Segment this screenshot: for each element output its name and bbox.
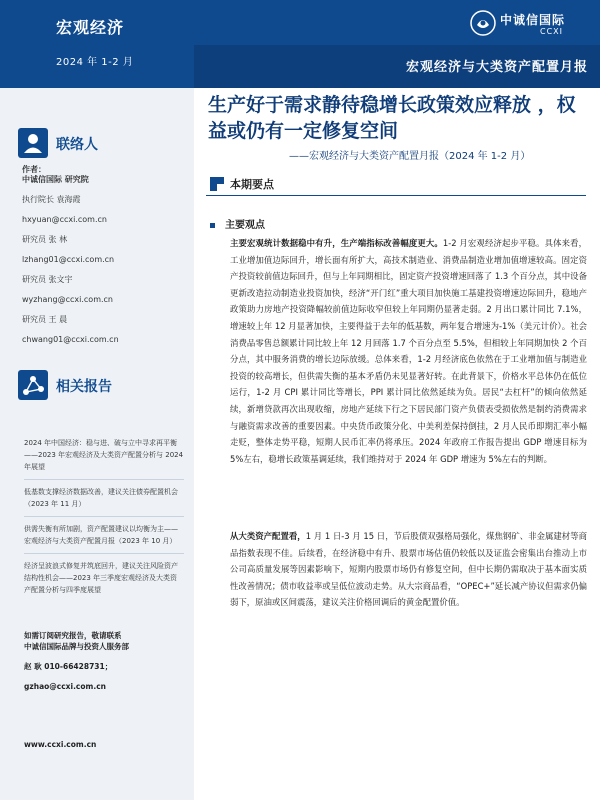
contact-email[interactable]: lzhang01@ccxi.com.cn — [22, 255, 115, 264]
authors-label: 作者： — [22, 165, 46, 174]
report-subtitle: ——宏观经济与大类资产配置月报（2024 年 1-2 月） — [289, 151, 531, 162]
contact-person-icon — [18, 128, 48, 158]
related-section-header — [18, 370, 178, 400]
section-marker-icon — [210, 177, 224, 191]
company-logo — [470, 8, 592, 40]
paragraph-body: 1-2 月宏观经济起步平稳。具体来看，工业增加值边际回升，增长面有所扩大，高技术制造业、消费品制造业增加值增速较高。固定资产投资较前值边际回升，但与上年同期相比，固定资产投资增速回落了 1.3 个百分点，其中设备更新改造拉动制造业投资加快，经济“开门红”重大项目加快施工基建投资增速边际回升，稳地产政策助力房地产投资降幅较前值边际收窄但较上年同期仍显著走弱。2 月出口累计同比 7.1%，增速较上年 12 月显著加快，主要得益于去年的低基数，两年复合增速为-1%（美元计价）。社会消费品零售总额累计同比较上年 12 月回落 1.7 个百分点至 5.5%，但相较上年同期加快 2 个百分点，其中服务消费的增长边际放缓。总体来看，1-2 月经济底色依然在于工业增加值与制造业投资的较高增长，但供需失衡的基本矛盾仍未见显著好转。在此背景下，价格水平总体仍在低位运行，1-2 月 CPI 累计同比等增长，PPI 累计同比依然延续为负。居民“去杠杆”的倾向依然延续，新增贷款再次出现收缩，房地产延续下行之下居民部门资产负债表受损依然是制约消费需求与融资需求改善的重要因素。中央货币政策分化、中美利差保持倒挂，2 月人民币即期汇率小幅走贬，整体走势平稳，短期人民币汇率仍将承压。2024 年政府工作报告提出 GDP 增速目标为 5%左右，稳增长政策基调延续，我们维持对于 2024 年 GDP 增速为 5%左右的判断。 — [230, 238, 588, 464]
paragraph-body: 1 月 1 日-3 月 15 日，节后股债双强格局强化，煤焦钢矿、非金属建材等商品指数表现不佳。后续看，在经济稳中有升、股票市场估值仍较低以及证监会密集出台推动上市公司高质量发展等因素影响下，短期内股票市场仍有修复空间，但中长期仍需取决于基本面实质性改善情况；债市收益率或呈低位波动走势。从大宗商品看，“OPEC+”延长减产协议但需求仍偏弱下，原油或区间震荡，建议关注价格回调后的黄金配置价值。 — [230, 531, 588, 608]
main-view-heading — [210, 216, 265, 231]
subscribe-email[interactable]: gzhao@ccxi.com.cn — [24, 682, 106, 691]
related-report-link[interactable]: 供需失衡有所加剧，资产配置建议以均衡为主——宏观经济与大类资产配置月报（2023 年 10 月） — [24, 525, 178, 545]
contact-email[interactable]: wyzhang@ccxi.com.cn — [22, 295, 113, 304]
subscribe-line: 中诚信国际品牌与投资人服务部 — [24, 642, 129, 651]
report-date: 2024 年 1-2 月 — [56, 57, 134, 68]
divider — [24, 553, 184, 554]
series-title: 宏观经济 — [56, 18, 125, 37]
subscribe-contact: 赵 耿 010-66428731； — [24, 662, 113, 671]
contact-email[interactable]: hxyuan@ccxi.com.cn — [22, 215, 107, 224]
header — [0, 0, 600, 88]
report-title: 生产好于需求静待稳增长政策效应释放 ，权益或仍有一定修复空间 — [208, 94, 576, 142]
paragraph-lead: 主要宏观统计数据稳中有升，生产端指标改善幅度更大。 — [230, 238, 443, 248]
key-points-header — [206, 173, 586, 196]
related-report-link[interactable]: 经济呈波浪式修复并筑底回升，建议关注风险资产结构性机会——2023 年三季度宏观经济及大类资产配置分析与四季度展望 — [24, 562, 178, 594]
contact-role: 研究员 张 林 — [22, 235, 68, 244]
related-reports-list — [24, 437, 184, 602]
main-content — [194, 88, 600, 800]
contacts-list — [22, 165, 187, 345]
contacts-section-header — [18, 128, 178, 158]
authors-org: 中诚信国际 研究院 — [22, 175, 89, 184]
main-view-label: 主要观点 — [225, 220, 265, 231]
related-heading: 相关报告 — [56, 379, 112, 395]
related-network-icon — [18, 370, 48, 400]
contact-role: 研究员 张文宇 — [22, 275, 73, 284]
logo-text-cn: 中诚信国际 — [500, 13, 566, 27]
paragraph-macro — [230, 235, 587, 467]
contact-email[interactable]: chwang01@ccxi.com.cn — [22, 335, 119, 344]
key-points-label: 本期要点 — [230, 178, 274, 191]
paragraph-assets — [230, 528, 587, 611]
header-left-panel — [0, 0, 194, 88]
related-report-link[interactable]: 低基数支撑经济数据改善，建议关注债券配置机会（2023 年 11 月） — [24, 488, 178, 508]
contact-role: 研究员 王 晨 — [22, 315, 68, 324]
subscribe-line: 如需订阅研究报告，敬请联系 — [24, 631, 122, 640]
related-report-link[interactable]: 2024 年中国经济：稳与进、破与立中寻求再平衡——2023 年宏观经济及大类资产配置分析与 2024 年展望 — [24, 439, 184, 471]
divider — [24, 516, 184, 517]
divider — [24, 479, 184, 480]
contacts-heading: 联络人 — [56, 137, 98, 153]
contact-role: 执行院长 袁海霞 — [22, 195, 81, 204]
report-banner: 宏观经济与大类资产配置月报 — [405, 60, 588, 75]
subscription-info — [24, 630, 184, 692]
paragraph-lead: 从大类资产配置看， — [230, 531, 306, 541]
bullet-square-icon — [210, 223, 215, 228]
logo-mark-icon — [470, 10, 496, 36]
website-link[interactable]: www.ccxi.com.cn — [24, 740, 97, 749]
logo-text-en: CCXI — [540, 27, 564, 36]
